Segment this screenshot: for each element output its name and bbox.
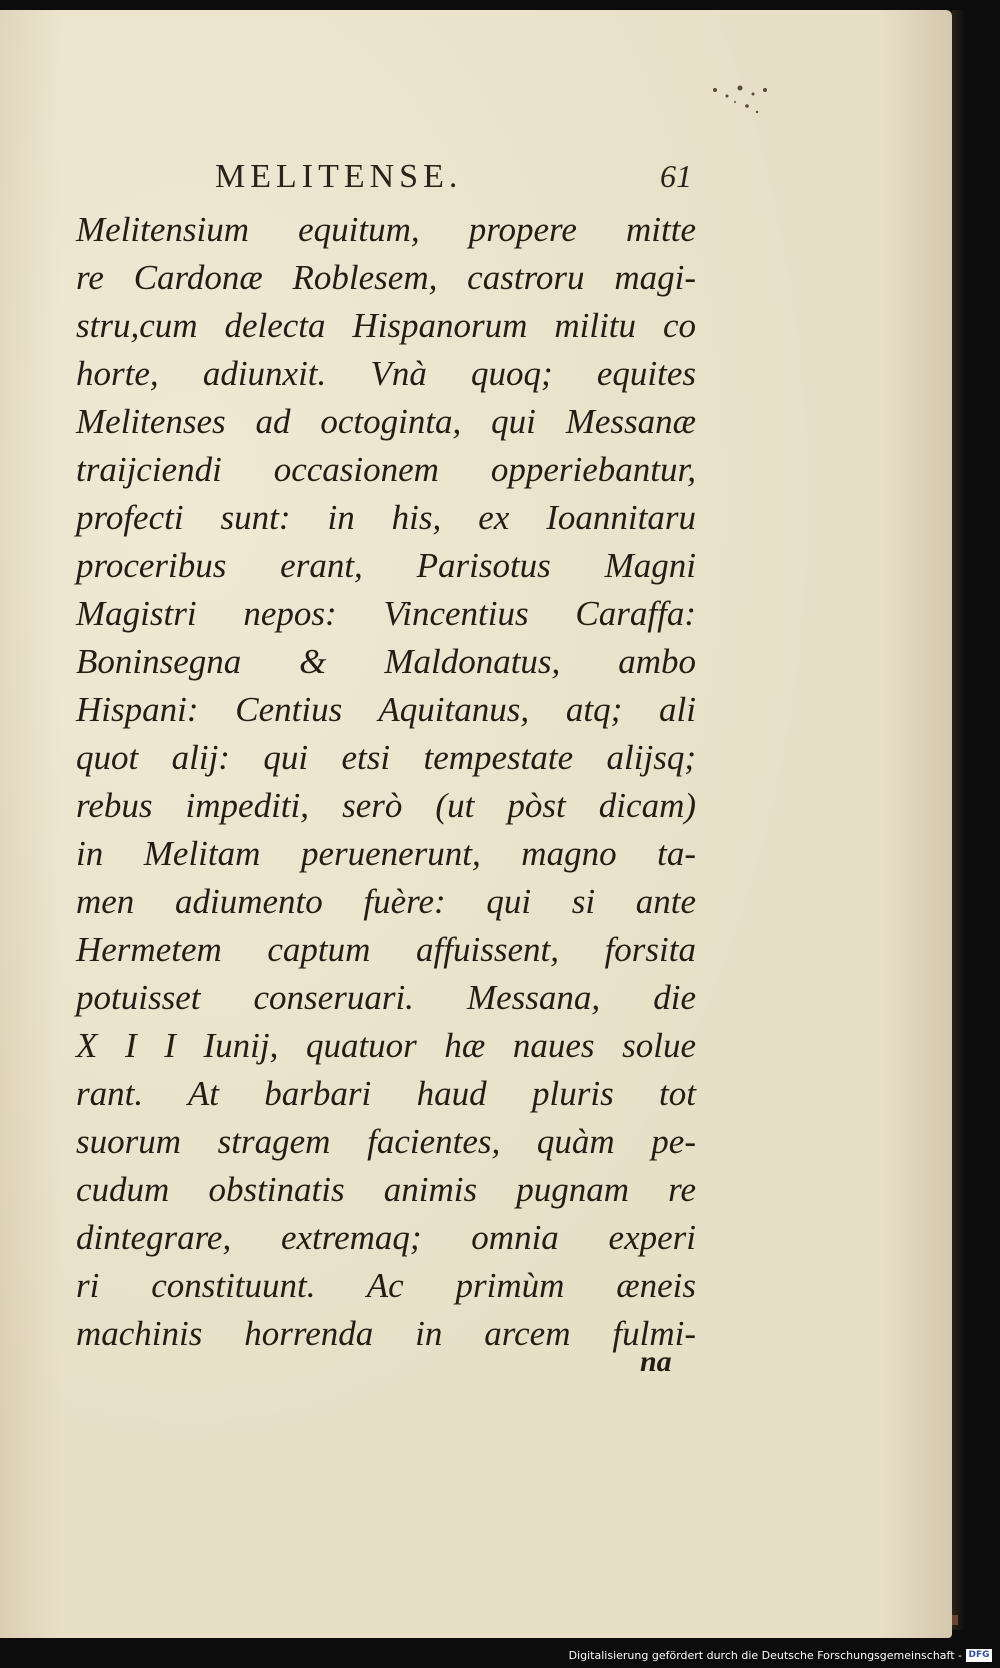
text-line: Hermetem captum affuissent, forsita xyxy=(76,930,696,969)
text-line: re Cardonæ Roblesem, castroru magi- xyxy=(76,258,696,297)
text-line: potuisset conseruari. Messana, die xyxy=(76,978,696,1017)
text-line: quot alij: qui etsi tempestate alijsq; xyxy=(76,738,696,777)
text-line: profecti sunt: in his, ex Ioannitaru xyxy=(76,498,696,537)
running-head-title: MELITENSE. xyxy=(215,158,463,195)
digitization-credit xyxy=(569,1645,992,1665)
text-line: Hispani: Centius Aquitanus, atq; ali xyxy=(76,690,696,729)
page-edge-shadow xyxy=(952,10,966,1630)
text-line: machinis horrenda in arcem fulmi- xyxy=(76,1314,696,1353)
page-number: 61 xyxy=(660,158,692,194)
credit-text: Digitalisierung gefördert durch die Deutsche Forschungsgemeinschaft - xyxy=(568,1648,962,1662)
catchword: na xyxy=(640,1345,672,1378)
text-line: rebus impediti, serò (ut pòst dicam) xyxy=(76,786,696,825)
text-line: in Melitam peruenerunt, magno ta- xyxy=(76,834,696,873)
text-line: X I I Iunij, quatuor hæ naues solue xyxy=(76,1026,696,1065)
text-line: traijciendi occasionem opperiebantur, xyxy=(76,450,696,489)
ink-stain-mark xyxy=(705,82,785,132)
dfg-logo: DFG xyxy=(966,1649,992,1662)
text-line: Magistri nepos: Vincentius Caraffa: xyxy=(76,594,696,633)
text-line: stru,cum delecta Hispanorum militu co xyxy=(76,306,696,345)
text-line: Boninsegna & Maldonatus, ambo xyxy=(76,642,696,681)
text-line: rant. At barbari haud pluris tot xyxy=(76,1074,696,1113)
running-head xyxy=(0,158,952,198)
text-line: suorum stragem facientes, quàm pe- xyxy=(76,1122,696,1161)
text-line: Melitenses ad octoginta, qui Messanæ xyxy=(76,402,696,441)
text-line: Melitensium equitum, propere mitte xyxy=(76,210,696,249)
text-line: proceribus erant, Parisotus Magni xyxy=(76,546,696,585)
text-line: cudum obstinatis animis pugnam re xyxy=(76,1170,696,1209)
text-line: horte, adiunxit. Vnà quoq; equites xyxy=(76,354,696,393)
text-line: ri constituunt. Ac primùm æneis xyxy=(76,1266,696,1305)
book-page xyxy=(0,10,952,1638)
text-line: men adiumento fuère: qui si ante xyxy=(76,882,696,921)
body-text xyxy=(76,206,696,1358)
text-line: dintegrare, extremaq; omnia experi xyxy=(76,1218,696,1257)
